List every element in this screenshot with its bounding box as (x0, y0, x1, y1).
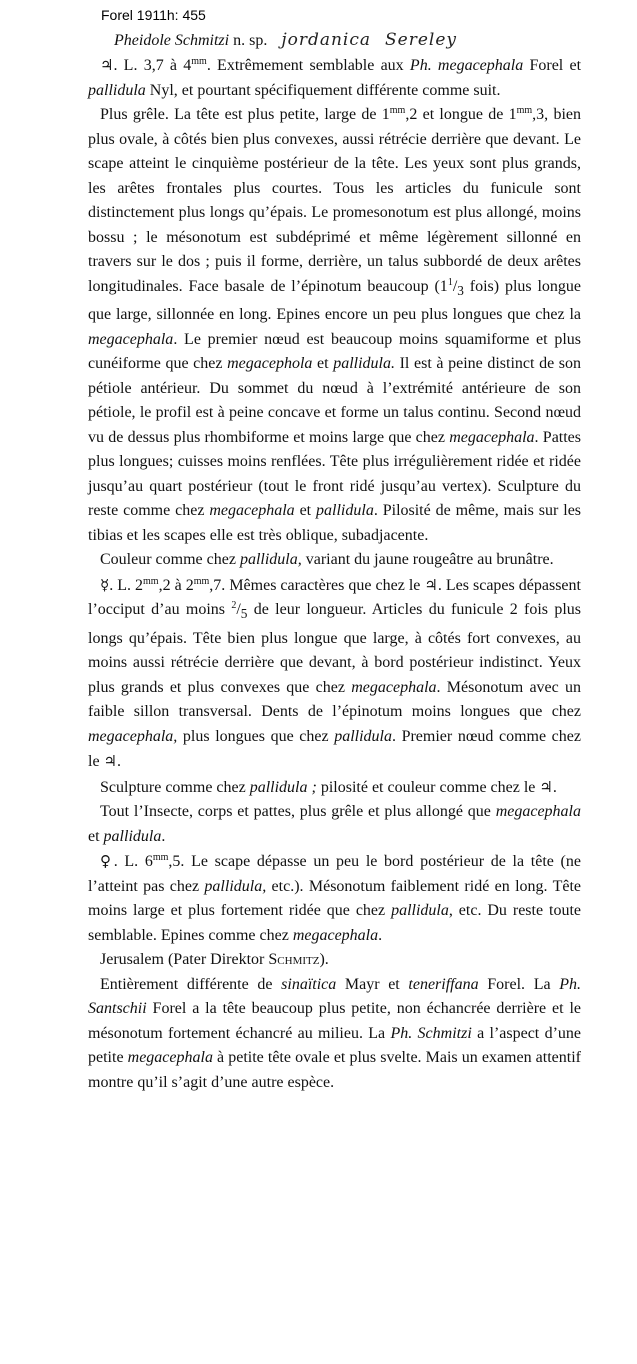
taxon: pallidula (88, 81, 146, 99)
unit: mm (193, 575, 210, 587)
collector-name: Schmitz (268, 951, 320, 969)
text: ,3, bien plus ovale, à côtés bien plus convexes, aussi rétrécie derrière que devant. Le scape atteint le cinquième postérieur de la tête. Les yeux sont plus grands, les arêtes frontales plus courtes. Tous les articles du funicule sont distinctement plus longs qu’épais. Le promesonotum est plus allongé, moins bossu ; le mésonotum est subdéprimé et même légèrement sillonné en travers sur le dos ; puis il forme, derrière, un talus subbordé de deux arêtes longitudinales. Face basale de l’épinotum beaucoup (1 (88, 106, 581, 295)
taxon: megacephala (351, 678, 437, 696)
text: Forel et (523, 57, 582, 74)
taxon: megacephala (88, 330, 174, 348)
unit: mm (516, 105, 533, 116)
taxon: megacephala (127, 1049, 213, 1067)
paragraph-comparison (88, 973, 581, 1096)
taxon: sinaïtica (281, 975, 337, 993)
text: Mayr et (336, 975, 409, 993)
taxon: pallidula (334, 727, 392, 745)
handwritten-annotation-1: jordanica (281, 30, 372, 50)
text: . Extrêmement semblable aux (206, 57, 410, 74)
text: , etc. Du reste toute semblable. Epines comme chez (88, 902, 581, 944)
text: . L. 2 (109, 576, 144, 594)
unit: mm (152, 852, 169, 864)
text: . Les scapes dépassent l’occiput d’au moins (88, 576, 581, 619)
text: Couleur comme chez (100, 551, 240, 569)
text: Jerusalem (Pater Direktor (100, 951, 269, 969)
citation-header: Forel 1911h: 455 (101, 7, 206, 23)
text: . Pilosité de même, mais sur les tibias et les scapes elle est très oblique, subadjacente. (88, 502, 582, 544)
text: ,2 à 2 (158, 576, 194, 594)
text: Plus grêle. La tête est plus petite, large de 1 (100, 106, 390, 123)
unit: mm (143, 575, 159, 587)
text: et (294, 502, 317, 520)
text: . Premier nœud comme chez le (88, 727, 581, 771)
taxon: pallidula, (204, 877, 267, 895)
paragraph-worker (88, 573, 581, 775)
text: a l’aspect d’une petite (88, 1024, 581, 1067)
text: . (378, 926, 383, 944)
worker-symbol: ☿ (100, 575, 110, 594)
text: et (312, 355, 334, 373)
unit: mm (389, 105, 406, 116)
paragraph-sculpture (88, 775, 581, 801)
text: . Le premier nœud est beaucoup moins squamiforme et plus cunéiforme que chez (88, 330, 581, 373)
species-title (114, 28, 614, 53)
text: . (552, 778, 557, 796)
text: ,7. Mêmes caractères que chez le (209, 576, 425, 594)
text: ,2 et longue de 1 (405, 106, 517, 123)
text: Sculpture comme chez (100, 778, 250, 796)
text: pilosité et couleur comme chez le (316, 778, 540, 796)
taxon: pallidula ; (249, 778, 317, 796)
species-name: Pheidole Schmitzi (114, 32, 230, 49)
text: Nyl, et pourtant spécifiquement différente comme suit. (145, 81, 501, 99)
soldier-symbol: ♃ (539, 777, 553, 796)
text: Forel. La (478, 975, 560, 993)
text: de leur longueur. Articles du funicule 2 fois plus longs qu’épais. Tête bien plus longue que large, à côtés fort convexes, au moins aussi rétrécie derrière que devant, à bord postérieur indistinct. Yeux plus grands et plus convexes que chez (88, 601, 581, 696)
fraction-denominator: 3 (457, 282, 464, 298)
species-suffix: n. sp. (229, 32, 268, 49)
fraction-slash: / (236, 601, 241, 619)
text: ,5. Le scape dépasse un peu le bord postérieur de la tête (ne l’atteint pas chez (88, 853, 581, 895)
soldier-symbol: ♃ (424, 575, 438, 594)
taxon: pallidula (316, 502, 374, 520)
taxon: megacephala (495, 803, 581, 821)
fraction-slash: / (452, 277, 458, 295)
fraction-denominator: 5 (240, 606, 248, 622)
text: . L. 6 (113, 853, 153, 871)
taxon: pallidula. (333, 355, 395, 373)
text: à petite tête ovale et plus svelte. Mais un examen attentif montre qu’il s’agit d’une autre espèce. (88, 1049, 581, 1091)
text: . Pattes plus longues; cuisses moins renflées. Tête plus irrégulièrement ridée et ridée jusqu’au quart postérieur (tout le front ridé jusqu’au vertex). Sculpture du reste comme chez (88, 428, 582, 520)
taxon: Ph. Schmitzi (390, 1024, 472, 1042)
paragraph-locality (88, 948, 581, 973)
text: Tout l’Insecte, corps et pattes, plus grêle et plus allongé que (100, 803, 496, 821)
unit: mm (191, 56, 207, 67)
female-symbol: ♀ (100, 852, 114, 871)
text: et (88, 827, 104, 845)
text: fois) plus longue que large, sillonnée en long. Epines encore un peu plus longues que chez la (88, 277, 582, 324)
paragraph-insect (88, 800, 581, 849)
taxon: megacephala (209, 502, 295, 520)
handwritten-annotation-2: Sereley (385, 30, 458, 50)
text: etc.). Mésonotum faiblement ridé en long. Tête moins large et plus fortement ridée que chez (88, 877, 581, 920)
text: ). (319, 951, 329, 969)
taxon: pallidula (103, 827, 162, 845)
text: Entièrement différente de (100, 975, 282, 993)
fraction-numerator: 1 (447, 276, 453, 288)
text: . (161, 827, 166, 845)
paragraph-female (88, 849, 581, 948)
taxon: megacephola (227, 355, 313, 373)
text: Forel a la tête beaucoup plus petite, non échancrée derrière et le mésonotum fortement échancré au milieu. La (88, 1000, 581, 1042)
taxon: teneriffana (408, 975, 479, 993)
taxon: pallidula (391, 902, 449, 920)
text: . L. 3,7 à 4 (113, 57, 192, 74)
text: plus longues que chez (177, 727, 335, 745)
taxon: Ph. Santschii (88, 975, 582, 1018)
taxon: megacephala, (88, 727, 178, 745)
text: . Mésonotum avec un faible sillon transversal. Dents de l’épinotum moins longues que chez (88, 678, 582, 721)
paragraph-color (88, 548, 581, 573)
fraction-numerator: 2 (231, 600, 237, 612)
paragraph-soldier (88, 53, 581, 103)
paragraph-description (88, 103, 581, 548)
text: . (117, 753, 121, 771)
text: variant du jaune rougeâtre au brunâtre. (301, 551, 554, 569)
taxon: megacephala (292, 926, 379, 944)
body-text (88, 53, 581, 1095)
taxon: pallidula, (239, 551, 302, 569)
text: Il est à peine distinct de son pétiole antérieur. Du sommet du nœud à l’extrémité antérieure de son pétiole, le profil est à peine concave et forme un talus continu. Second nœud vu de dessus plus rhombiforme et moins large que chez (88, 355, 582, 446)
taxon: megacephala (449, 428, 535, 446)
soldier-symbol: ♃ (103, 752, 117, 771)
taxon: Ph. megacephala (409, 57, 524, 74)
soldier-symbol: ♃ (100, 56, 114, 74)
